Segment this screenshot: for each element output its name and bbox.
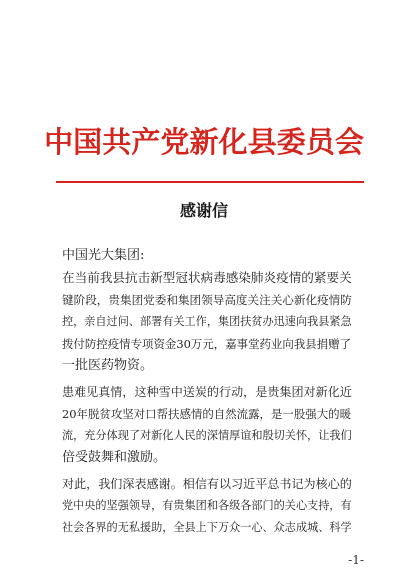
- body-line: 倍受鼓舞和激励。: [62, 450, 167, 465]
- body-line: 20年脱贫攻坚对口帮扶感情的自然流露，是一股强大的暖: [62, 407, 352, 421]
- body-line: 患难见真情，这种雪中送炭的行动，是贵集团对新化近: [62, 385, 352, 399]
- letterhead-red-rule: [56, 181, 364, 183]
- body-line: 流，充分体现了对新化人民的深情厚谊和殷切关怀，让我们: [62, 429, 352, 442]
- body-line: 党中央的坚强领导，有贵集团和各级各部门的关心支持，有: [62, 499, 352, 512]
- body-line: 键阶段，贵集团党委和集团领导高度关注关心新化疫情防: [62, 293, 352, 307]
- body-line: 在当前我县抗击新型冠状病毒感染肺炎疫情的紧要关: [62, 270, 352, 285]
- body-line: 社会各界的无私援助，全县上下万众一心、众志成城、科学: [62, 521, 352, 534]
- document-title: 感谢信: [179, 201, 228, 220]
- body-line: 对此，我们深表感谢。相信有以习近平总书记为核心的: [62, 477, 352, 491]
- body-line: 控，亲自过问、部署有关工作，集团扶贫办迅速向我县紧急: [62, 315, 352, 328]
- salutation: 中国光大集团:: [62, 248, 145, 263]
- body-line: 拨付防控疫情专项资金30万元，嘉事堂药业向我县捐赠了: [62, 337, 352, 351]
- letterhead-organization: 中国共产党新化县委员会: [44, 125, 364, 159]
- page-number: -1-: [348, 553, 364, 567]
- body-line: 一批医药物资。: [62, 358, 154, 373]
